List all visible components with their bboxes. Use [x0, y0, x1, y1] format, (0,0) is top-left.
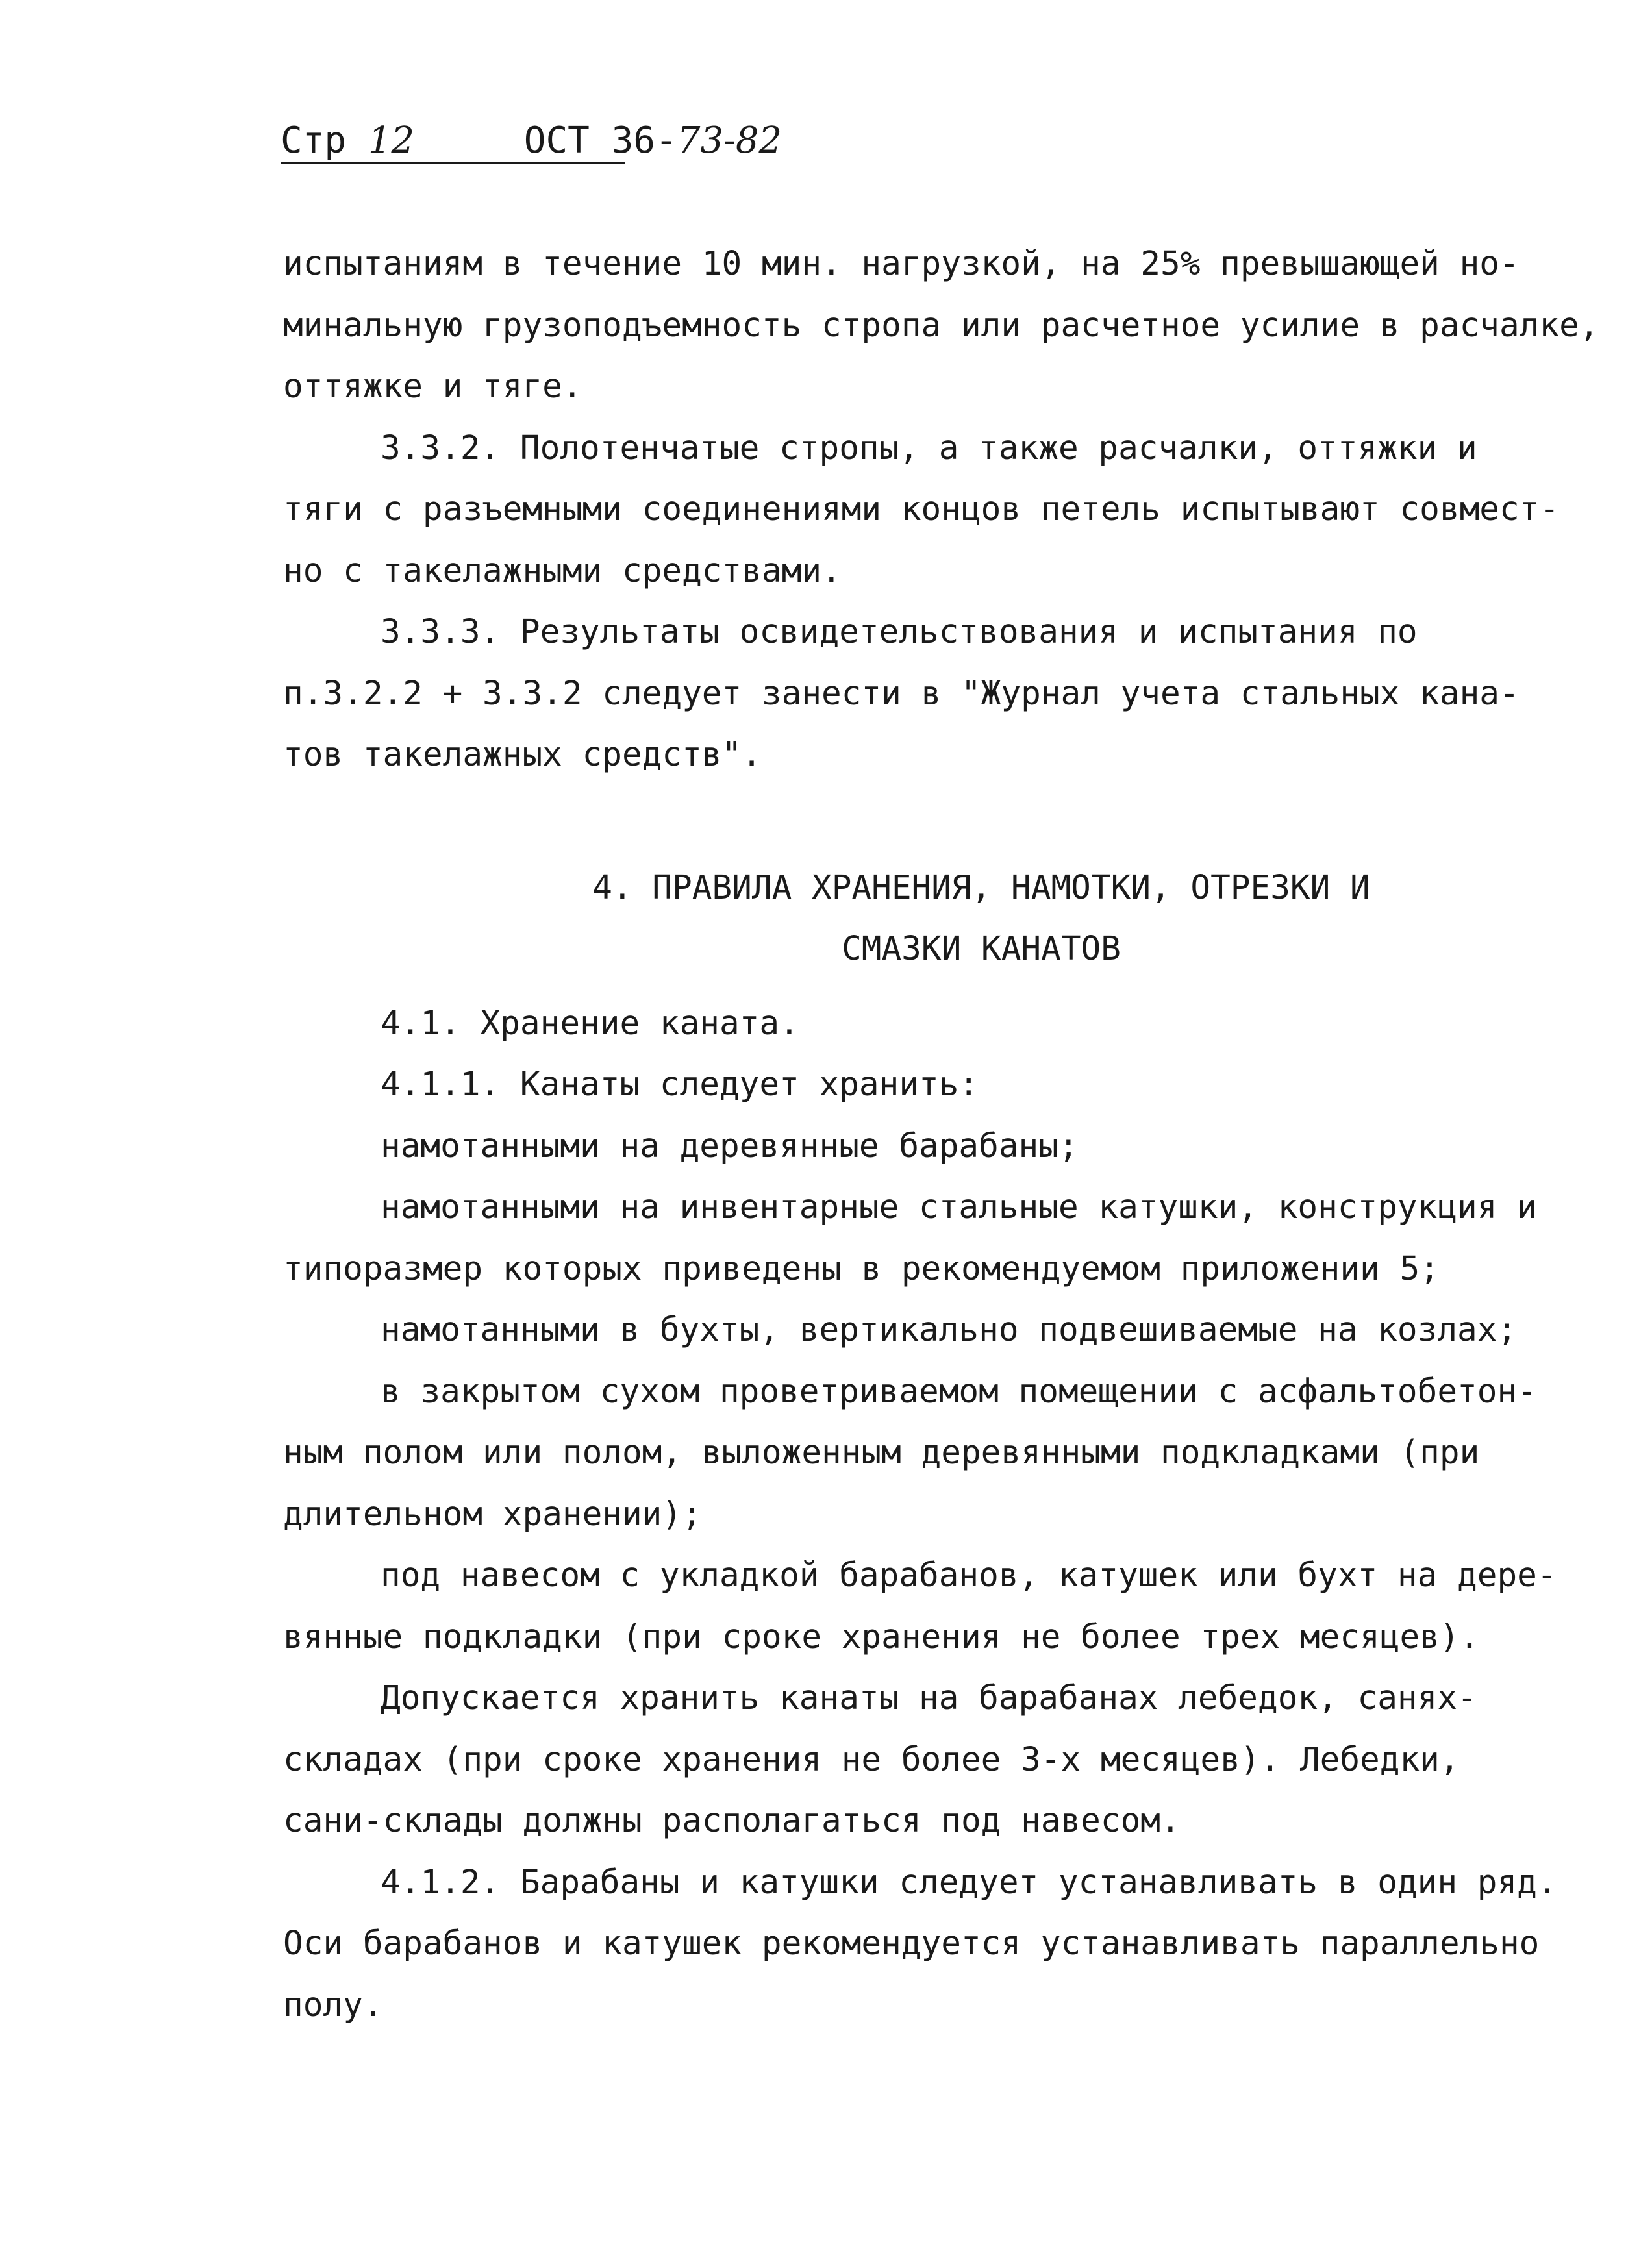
page-number: 12 — [368, 119, 415, 162]
text-line: Оси барабанов и катушек рекомендуется устанавливать параллельно — [283, 1924, 1540, 1963]
text-line: типоразмер которых приведены в рекомендуемом приложении 5; — [283, 1249, 1440, 1288]
text-line: испытаниям в течение 10 мин. нагрузкой, на 25% превышающей но- — [283, 245, 1520, 283]
text-line: складах (при сроке хранения не более 3-х месяцев). Лебедки, — [283, 1740, 1460, 1779]
document-body — [283, 234, 1599, 2036]
paragraph-4-1: 4.1. Хранение каната. — [381, 1004, 799, 1043]
page-label: Стр — [281, 119, 347, 162]
note-paragraph: Допускается хранить канаты на барабанах лебедок, санях- — [381, 1679, 1477, 1717]
standard-suffix: 73-82 — [677, 119, 782, 162]
text-line: полу. — [283, 1985, 383, 2024]
text-line: минальную грузоподъемность стропа или расчетное усилие в расчалке, — [283, 306, 1599, 345]
text-line: тяги с разъемными соединениями концов петель испытывают совмест- — [283, 490, 1560, 529]
text-line: сани-склады должны располагаться под навесом. — [283, 1802, 1181, 1840]
paragraph-3-3-3: 3.3.3. Результаты освидетельствования и испытания по — [381, 613, 1418, 651]
text-line: длительном хранении); — [283, 1495, 702, 1534]
list-item: в закрытом сухом проветриваемом помещении с асфальтобетон- — [381, 1372, 1537, 1411]
text-line: но с такелажными средствами. — [283, 551, 842, 590]
text-line: вянные подкладки (при сроке хранения не более трех месяцев). — [283, 1617, 1480, 1656]
list-item: намотанными в бухты, вертикально подвешиваемые на козлах; — [381, 1311, 1518, 1349]
standard-prefix: ОСТ 36- — [523, 119, 677, 162]
list-item: намотанными на инвентарные стальные катушки, конструкция и — [381, 1188, 1537, 1226]
text-line: тов такелажных средств". — [283, 736, 762, 774]
header-underline — [281, 162, 625, 164]
section-4-title-line-2: СМАЗКИ КАНАТОВ — [842, 930, 1121, 968]
text-line: п.3.2.2 + 3.3.2 следует занести в "Журнал учета стальных кана- — [283, 674, 1520, 713]
page-header — [281, 118, 782, 164]
paragraph-4-1-1: 4.1.1. Канаты следует хранить: — [381, 1065, 979, 1104]
text-line: оттяжке и тяге. — [283, 367, 582, 406]
paragraph-3-3-2: 3.3.2. Полотенчатые стропы, а также расчалки, оттяжки и — [381, 429, 1477, 467]
text-line: ным полом или полом, выложенным деревянными подкладками (при — [283, 1434, 1480, 1472]
section-4-title-line-1: 4. ПРАВИЛА ХРАНЕНИЯ, НАМОТКИ, ОТРЕЗКИ И — [592, 868, 1370, 907]
list-item: намотанными на деревянные барабаны; — [381, 1126, 1079, 1165]
paragraph-4-1-2: 4.1.2. Барабаны и катушки следует устанавливать в один ряд. — [381, 1863, 1557, 1902]
list-item: под навесом с укладкой барабанов, катушек или бухт на дере- — [381, 1556, 1557, 1595]
